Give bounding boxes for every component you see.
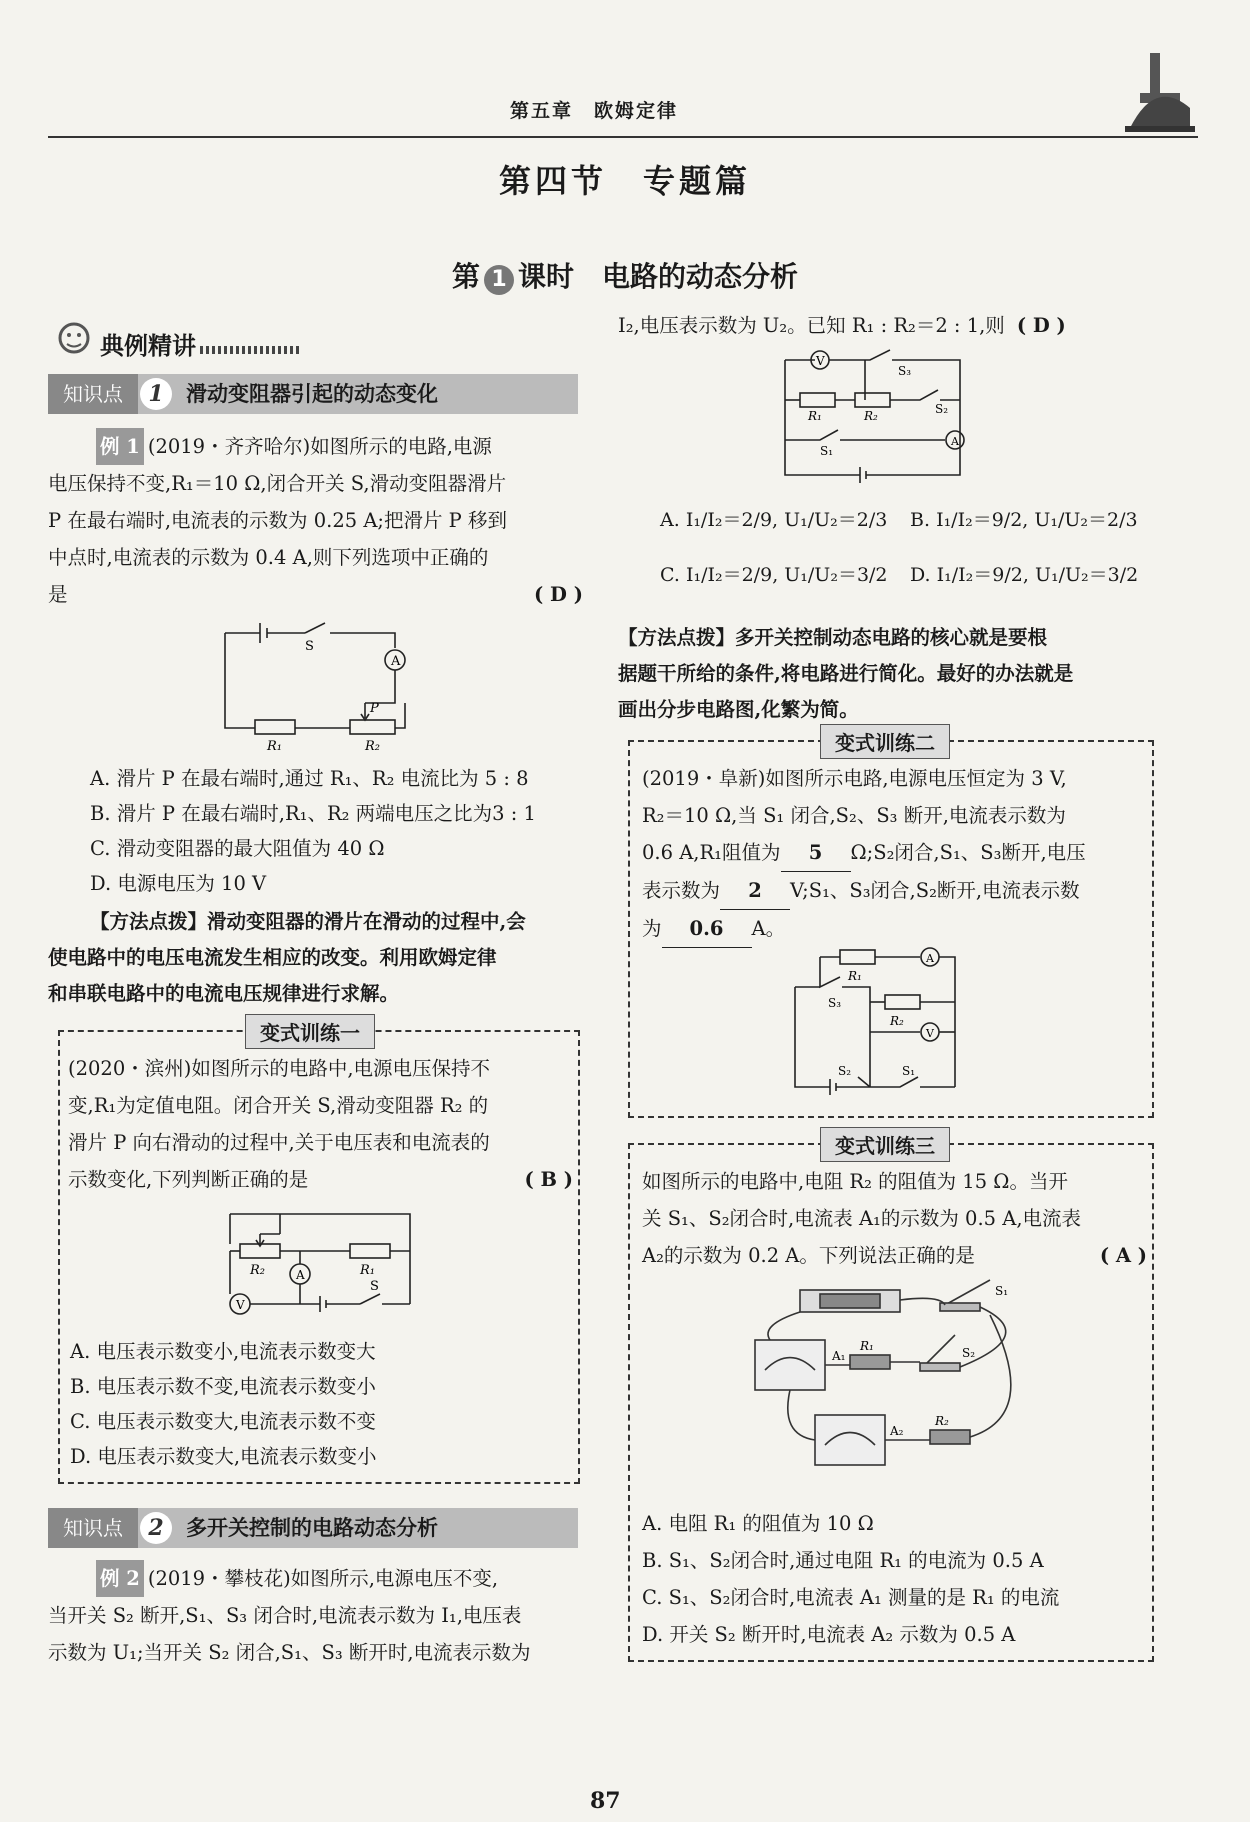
ex2-line-1: 当开关 S₂ 断开,S₁、S₃ 闭合时,电流表示数为 I₁,电压表 xyxy=(48,1604,522,1627)
v1-label-a: A xyxy=(296,1268,305,1282)
v1-line-2: 滑片 P 向右滑动的过程中,关于电压表和电流表的 xyxy=(68,1131,490,1154)
v1-option-b: B. 电压表示数不变,电流表示数变小 xyxy=(70,1375,376,1398)
v3-option-d: D. 开关 S₂ 断开时,电流表 A₂ 示数为 0.5 A xyxy=(642,1623,1016,1646)
ex2-option-a: A. I₁/I₂＝2/9, U₁/U₂＝2/3 xyxy=(660,509,888,531)
circuit-diagram-v2 xyxy=(790,947,980,1097)
v3-answer: ( A ) xyxy=(1099,1244,1147,1267)
v1-option-a: A. 电压表示数变小,电流表示数变大 xyxy=(70,1340,376,1363)
lesson-title xyxy=(0,255,1250,295)
ex2-option-d: D. I₁/I₂＝9/2, U₁/U₂＝3/2 xyxy=(910,564,1139,586)
ex1-tip-1: 使电路中的电压电流发生相应的改变。利用欧姆定律 xyxy=(48,946,497,969)
kp2-tag: 知识点 xyxy=(48,1508,138,1548)
v1-label-s: S xyxy=(370,1279,379,1294)
ex1-line-2: P 在最右端时,电流表的示数为 0.25 A;把滑片 P 移到 xyxy=(48,509,508,532)
v2-line-2: 0.6 A,R₁阻值为 5 Ω;S₂闭合,S₁、S₃断开,电压 xyxy=(642,834,1147,872)
v3-label-r2: R₂ xyxy=(935,1414,949,1428)
v3-option-b: B. S₁、S₂闭合时,通过电阻 R₁ 的电流为 0.5 A xyxy=(642,1549,1044,1572)
ex2-line-0: 例 2 (2019・攀枝花)如图所示,电源电压不变, xyxy=(48,1560,588,1597)
ex1-tip xyxy=(48,904,588,1012)
label-p: P xyxy=(370,701,379,716)
header-rule xyxy=(48,136,1198,138)
ex2-option-c: C. I₁/I₂＝2/9, U₁/U₂＝3/2 xyxy=(660,564,888,586)
ex1-option-d: D. 电源电压为 10 V xyxy=(90,872,267,895)
v3-title: 变式训练三 xyxy=(820,1127,950,1162)
knowledge-point-1 xyxy=(48,374,578,414)
page-header xyxy=(0,0,1250,140)
ex2-label-v: V xyxy=(816,354,825,368)
v2-label-r1: R₁ xyxy=(848,969,862,983)
ex2-tip xyxy=(618,620,1158,728)
section-rule xyxy=(200,346,300,354)
label-s: S xyxy=(305,639,314,654)
v1-option-c: C. 电压表示数变大,电流表示数不变 xyxy=(70,1410,376,1433)
v2-line-0: (2019・阜新)如图所示电路,电源电压恒定为 3 V, xyxy=(642,767,1067,790)
v3-line-2: A₂的示数为 0.2 A。下列说法正确的是 ( A ) xyxy=(642,1237,1147,1274)
ex2-line-2: 示数为 U₁;当开关 S₂ 闭合,S₁、S₃ 断开时,电流表示数为 xyxy=(48,1641,531,1664)
lesson-prefix: 第 xyxy=(451,260,480,293)
variant-training-3 xyxy=(628,1134,1154,1662)
ex2-tip-1: 据题干所给的条件,将电路进行简化。最好的办法就是 xyxy=(618,662,1074,685)
circuit-diagram-ex1 xyxy=(215,618,415,753)
ex1-option-a: A. 滑片 P 在最右端时,通过 R₁、R₂ 电流比为 5 : 8 xyxy=(90,767,529,790)
v3-line-1: 关 S₁、S₂闭合时,电流表 A₁的示数为 0.5 A,电流表 xyxy=(642,1207,1082,1230)
v3-label-r1: R₁ xyxy=(860,1339,874,1353)
v1-label-r1: R₁ xyxy=(360,1263,375,1278)
v3-option-c: C. S₁、S₂闭合时,电流表 A₁ 测量的是 R₁ 的电流 xyxy=(642,1586,1060,1609)
v3-option-a: A. 电阻 R₁ 的阻值为 10 Ω xyxy=(642,1512,874,1535)
ex2-options xyxy=(660,505,1180,615)
v3-label-s2: S₂ xyxy=(962,1346,976,1360)
ex2-label-s1: S₁ xyxy=(820,444,834,458)
ex2-tip-2: 画出分步电路图,化繁为简。 xyxy=(618,698,859,721)
ex1-answer: ( D ) xyxy=(534,583,583,606)
ex1-option-c: C. 滑动变阻器的最大阻值为 40 Ω xyxy=(90,837,385,860)
v1-line-1: 变,R₁为定值电阻。闭合开关 S,滑动变阻器 R₂ 的 xyxy=(68,1094,489,1117)
v2-label-s2: S₂ xyxy=(838,1064,852,1078)
mascot-icon xyxy=(52,318,96,358)
chapter-title: 第五章 欧姆定律 xyxy=(510,100,679,122)
knowledge-point-2 xyxy=(48,1508,578,1548)
label-a: A xyxy=(391,654,401,669)
kp-text: 滑动变阻器引起的动态变化 xyxy=(186,382,438,406)
v2-line-3: 表示数为 2 V;S₁、S₃闭合,S₂断开,电流表示数 xyxy=(642,872,1147,910)
v3-text xyxy=(642,1163,1147,1274)
v2-blank-3: 0.6 xyxy=(662,910,752,948)
ex1-line-4: 是 ( D ) xyxy=(48,576,583,613)
v3-options xyxy=(642,1505,1147,1653)
v3-label-a1: A₁ xyxy=(832,1349,846,1363)
v2-label-v: V xyxy=(926,1027,934,1040)
v1-line-3: 示数变化,下列判断正确的是 ( B ) xyxy=(68,1161,573,1198)
ex1-option-b: B. 滑片 P 在最右端时,R₁、R₂ 两端电压之比为3 : 1 xyxy=(90,802,536,825)
v2-label-s1: S₁ xyxy=(902,1064,916,1078)
microscope-icon xyxy=(1110,48,1200,133)
example-1 xyxy=(48,428,583,613)
ex2-option-b: B. I₁/I₂＝9/2, U₁/U₂＝2/3 xyxy=(910,509,1138,531)
v1-title: 变式训练一 xyxy=(245,1014,375,1049)
ex2-answer: ( D ) xyxy=(1016,314,1066,337)
v2-blank-1: 5 xyxy=(781,834,851,872)
v1-options xyxy=(70,1334,570,1474)
ex2-label-r1: R₁ xyxy=(808,409,822,423)
v1-label-v: V xyxy=(236,1298,245,1312)
v3-label-s1: S₁ xyxy=(995,1284,1009,1298)
v1-text xyxy=(68,1050,573,1198)
v2-title: 变式训练二 xyxy=(820,724,950,759)
v2-label-r2: R₂ xyxy=(890,1014,904,1028)
example-2-part-b: I₂,电压表示数为 U₂。已知 R₁ : R₂＝2 : 1,则 ( D ) xyxy=(618,314,1066,337)
ex2-label-a: A xyxy=(951,435,959,448)
v2-line-1: R₂＝10 Ω,当 S₁ 闭合,S₂、S₃ 断开,电流表示数为 xyxy=(642,804,1066,827)
v3-line-0: 如图所示的电路中,电阻 R₂ 的阻值为 15 Ω。当开 xyxy=(642,1170,1068,1193)
variant-training-2 xyxy=(628,731,1154,1118)
ex1-line-0: 例 1 (2019・齐齐哈尔)如图所示的电路,电源 xyxy=(48,428,583,465)
ex1-line-3: 中点时,电流表的示数为 0.4 A,则下列选项中正确的 xyxy=(48,546,489,569)
ex2-tip-0: 【方法点拨】多开关控制动态电路的核心就是要根 xyxy=(618,626,1048,649)
section-heading: 典例精讲 xyxy=(100,332,196,360)
page-title: 第四节 专题篇 xyxy=(498,162,751,200)
v2-label-s3: S₃ xyxy=(828,996,842,1010)
v1-answer: ( B ) xyxy=(524,1168,573,1191)
ex1-tip-0: 【方法点拨】滑动变阻器的滑片在滑动的过程中,会 xyxy=(90,910,526,933)
kp2-text: 多开关控制的电路动态分析 xyxy=(186,1516,438,1540)
ex1-label: 例 1 xyxy=(96,428,144,465)
v1-label-r2: R₂ xyxy=(250,1263,265,1278)
ex2-label: 例 2 xyxy=(96,1560,144,1597)
label-r1: R₁ xyxy=(267,739,282,753)
ex1-options xyxy=(90,761,590,901)
v2-blank-2: 2 xyxy=(720,872,790,910)
kp2-number: 2 xyxy=(140,1512,172,1544)
v1-option-d: D. 电压表示数变大,电流表示数变小 xyxy=(70,1445,377,1468)
v1-line-0: (2020・滨州)如图所示的电路中,电源电压保持不 xyxy=(68,1057,491,1080)
label-r2: R₂ xyxy=(365,739,380,753)
ex1-tip-2: 和串联电路中的电流电压规律进行求解。 xyxy=(48,982,400,1005)
ex2-label-r2: R₂ xyxy=(864,409,878,423)
circuit-diagram-ex2 xyxy=(780,345,1000,485)
example-2-part-a xyxy=(48,1560,588,1671)
v2-line-4: 为 0.6 A。 xyxy=(642,910,1147,948)
variant-training-1 xyxy=(58,1021,580,1484)
v2-label-a: A xyxy=(926,952,934,965)
circuit-diagram-v1 xyxy=(220,1204,440,1324)
lesson-suffix: 课时 电路的动态分析 xyxy=(518,260,799,293)
kp-tag: 知识点 xyxy=(48,374,138,414)
page-number: 87 xyxy=(590,1788,621,1814)
ex2-label-s2: S₂ xyxy=(935,402,949,416)
v2-text xyxy=(642,760,1147,948)
physical-circuit-illustration xyxy=(740,1275,1060,1495)
ex2-label-s3: S₃ xyxy=(898,364,912,378)
v3-label-a2: A₂ xyxy=(890,1424,904,1438)
kp-number: 1 xyxy=(140,378,172,410)
lesson-number: 1 xyxy=(484,265,514,295)
ex1-line-1: 电压保持不变,R₁＝10 Ω,闭合开关 S,滑动变阻器滑片 xyxy=(48,472,507,495)
